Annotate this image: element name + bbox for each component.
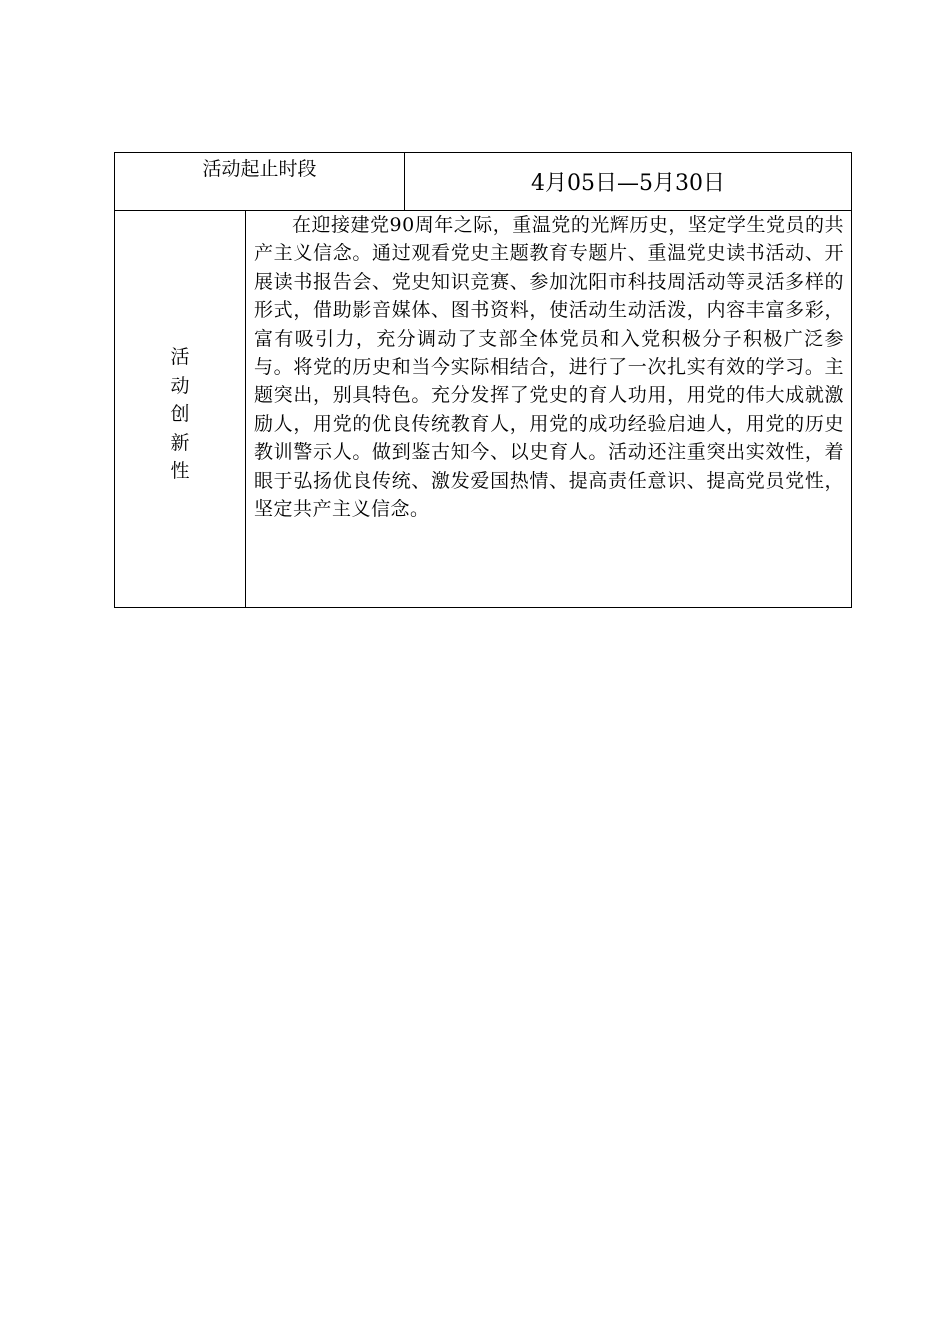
innovation-label-char: 动 (170, 374, 190, 397)
innovation-label-char: 创 (170, 403, 190, 425)
innovation-label-char: 性 (170, 460, 190, 482)
activity-table (114, 152, 852, 608)
period-row (115, 153, 851, 211)
innovation-row (115, 211, 851, 607)
innovation-label (115, 343, 245, 486)
period-value: 4月05日—5月30日 (531, 171, 725, 196)
innovation-label-cell (115, 211, 246, 607)
innovation-label-char: 活 (170, 346, 190, 368)
innovation-description: 在迎接建党90周年之际，重温党的光辉历史，坚定学生党员的共产主义信念。通过观看党史主题教育专题片、重温党史读书活动、开展读书报告会、党史知识竞赛、参加沈阳市科技周活动等灵活多样的形式，借助影音媒体、图书资料，使活动生动活泼，内容丰富多彩，富有吸引力，充分调动了支部全体党员和入党积极分子积极广泛参与。将党的历史和当今实际相结合，进行了一次扎实有效的学习。主题突出，别具特色。充分发挥了党史的育人功用，用党的伟大成就激励人，用党的优良传统教育人，用党的成功经验启迪人，用党的历史教训警示人。做到鉴古知今、以史育人。活动还注重突出实效性，着眼于弘扬优良传统、激发爱国热情、提高责任意识、提高党员党性，坚定共产主义信念。 (254, 214, 844, 521)
innovation-label-char: 新 (170, 431, 190, 454)
period-label: 活动起止时段 (115, 153, 405, 210)
